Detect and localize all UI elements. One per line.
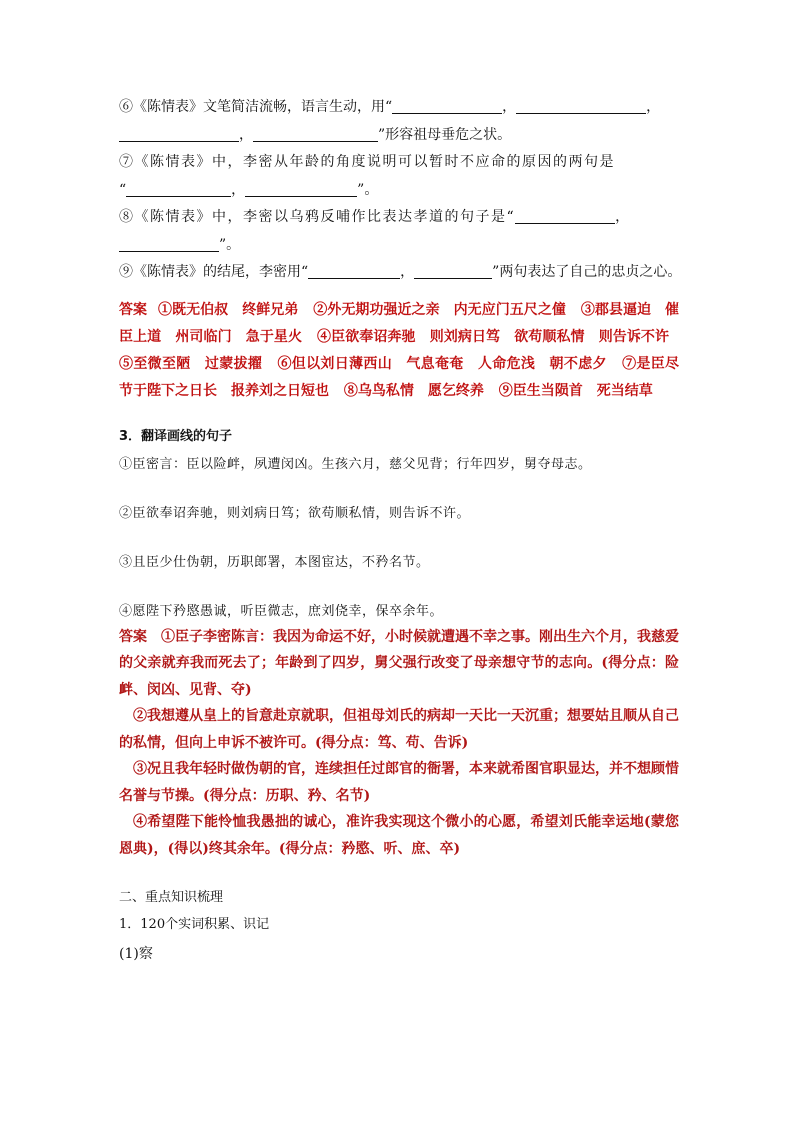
answer-item: ⑦是臣尽节于陛下之日长 报养刘之日短也 bbox=[119, 355, 680, 399]
answer-item: ⑧乌鸟私情 愿乞终养 bbox=[343, 382, 484, 399]
document-content bbox=[119, 94, 682, 966]
answer-blank[interactable] bbox=[516, 96, 646, 114]
answer-blank[interactable] bbox=[253, 124, 378, 142]
subsection-heading: 1．120个实词积累、识记 bbox=[119, 917, 270, 932]
source-sentence: ①臣密言：臣以险衅，夙遭闵凶。生孩六月，慈父见背；行年四岁，舅夺母志。 bbox=[119, 456, 592, 472]
answer-blank[interactable] bbox=[245, 179, 357, 197]
source-sentence: ③且臣少仕伪朝，历职郎署，本图宦达，不矜名节。 bbox=[119, 554, 430, 570]
answer-item: ⑤至微至陋 过蒙拔擢 bbox=[119, 355, 263, 372]
answer-item: ①既无伯叔 终鲜兄弟 bbox=[158, 301, 299, 318]
answer-item: ⑥但以刘日薄西山 气息奄奄 人命危浅 朝不虑夕 bbox=[277, 355, 607, 372]
section-heading-key-knowledge: 二、重点知识梳理 bbox=[119, 890, 224, 905]
answer-item: ③郡县逼迫 催臣上道 州司临门 急于星火 bbox=[119, 301, 680, 345]
question-7: ⑦《陈情表》中，李密从年龄的角度说明可以暂时不应命的原因的两句是 bbox=[119, 154, 615, 170]
section-heading-translate: 3．翻译画线的句子 bbox=[119, 428, 233, 444]
question-6: ⑥《陈情表》文笔简洁流畅，语言生动，用“ ， ， bbox=[119, 94, 679, 122]
question-6-cont: ， ”形容祖母垂危之状。 bbox=[119, 122, 679, 150]
answer-item: ④臣欲奉诏奔驰 则刘病日笃 欲苟顺私情 则告诉不许 bbox=[317, 328, 670, 345]
source-sentence: ④愿陛下矜愍愚诚，听臣微志，庶刘侥幸，保卒余年。 bbox=[119, 603, 444, 619]
question-7-cont: “ ， ”。 bbox=[119, 177, 679, 205]
translation-item: ④希望陛下能怜恤我愚拙的诚心，准许我实现这个微小的心愿，希望刘氏能幸运地(蒙您恩典)，(得以)终其余年。(得分点：矜愍、听、庶、卒) bbox=[119, 814, 679, 857]
answer-label: 答案 bbox=[119, 628, 147, 645]
answer-blank[interactable] bbox=[308, 261, 400, 279]
answer-blank[interactable] bbox=[119, 124, 239, 142]
answer-blank[interactable] bbox=[414, 261, 492, 279]
answer-blank[interactable] bbox=[515, 206, 615, 224]
answer-item: ②外无期功强近之亲 内无应门五尺之僮 bbox=[313, 301, 566, 318]
subsubsection-heading: (1)察 bbox=[119, 946, 153, 962]
answer-blank[interactable] bbox=[392, 96, 502, 114]
answer-blank[interactable] bbox=[126, 179, 231, 197]
answer-block-fill-in bbox=[119, 297, 679, 405]
question-8: ⑧《陈情表》中，李密以乌鸦反哺作比表达孝道的句子是“ ， bbox=[119, 204, 679, 232]
question-8-cont: ”。 bbox=[119, 232, 679, 260]
answer-label: 答案 bbox=[119, 301, 148, 318]
translation-item: ①臣子李密陈言：我因为命运不好，小时候就遭遇不幸之事。刚出生六个月，我慈爱的父亲就弃我而死去了；年龄到了四岁，舅父强行改变了母亲想守节的志向。(得分点：险衅、闵凶、见背、夺) bbox=[119, 628, 679, 698]
translation-item: ②我想遵从皇上的旨意赴京就职，但祖母刘氏的病却一天比一天沉重；想要姑且顺从自己的私情，但向上申诉不被许可。(得分点：笃、苟、告诉) bbox=[119, 708, 679, 751]
answer-item: ⑨臣生当陨首 死当结草 bbox=[498, 382, 653, 399]
answer-blank[interactable] bbox=[119, 234, 219, 252]
source-sentence: ②臣欲奉诏奔驰，则刘病日笃；欲苟顺私情，则告诉不许。 bbox=[119, 505, 471, 521]
answer-block-translation bbox=[119, 624, 679, 863]
question-9: ⑨《陈情表》的结尾，李密用“ ， ”两句表达了自己的忠贞之心。 bbox=[119, 259, 679, 287]
translation-item: ③况且我年轻时做伪朝的官，连续担任过郎官的衙署，本来就希图官职显达，并不想顾惜名誉与节操。(得分点：历职、矜、名节) bbox=[119, 761, 679, 804]
